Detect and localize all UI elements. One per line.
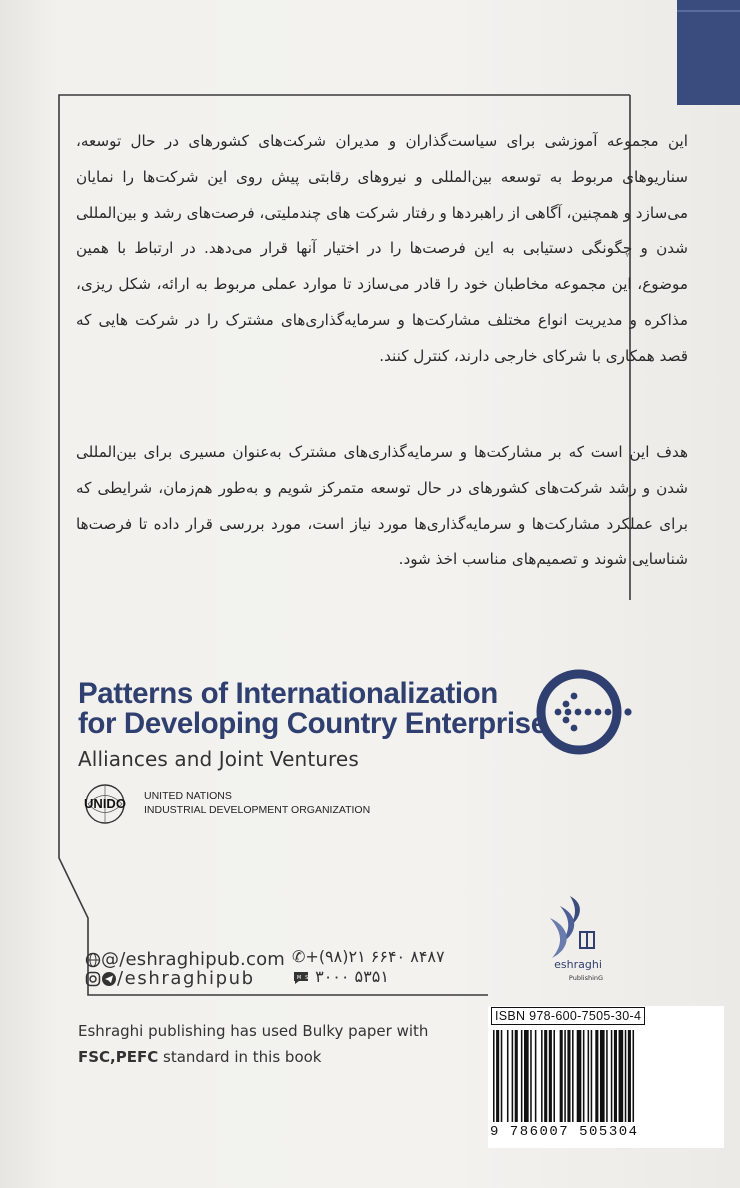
barcode-bar xyxy=(501,1030,503,1122)
phone-number xyxy=(292,947,445,966)
unido-name xyxy=(144,789,370,817)
isbn-label: ISBN 978-600-7505-30-4 xyxy=(491,1007,645,1025)
barcode-bar xyxy=(567,1030,570,1122)
barcode-bar xyxy=(560,1030,563,1122)
paper-note xyxy=(78,1018,428,1070)
book-title xyxy=(78,679,547,739)
barcode-bar xyxy=(507,1030,509,1122)
barcode-bar xyxy=(493,1030,495,1122)
barcode-bar xyxy=(619,1030,624,1122)
paper-note-line-1: Eshraghi publishing has used Bulky paper with xyxy=(78,1022,429,1040)
barcode-bar xyxy=(606,1030,608,1122)
barcode-bar xyxy=(524,1030,529,1122)
barcode-bar xyxy=(572,1030,574,1122)
barcode-bar xyxy=(521,1030,523,1122)
sms-number xyxy=(289,967,389,986)
instagram-icon xyxy=(85,971,101,987)
website-text: /eshraghipub.com xyxy=(119,949,286,970)
barcode-bar xyxy=(549,1030,552,1122)
barcode-bars xyxy=(489,1028,723,1124)
unido-line-2: INDUSTRIAL DEVELOPMENT ORGANIZATION xyxy=(144,804,371,816)
series-arrow-logo-icon xyxy=(535,666,635,758)
barcode-bar xyxy=(496,1030,499,1122)
unido-line-1: UNITED NATIONS xyxy=(144,790,232,802)
barcode-bar xyxy=(591,1030,593,1122)
barcode-bar xyxy=(628,1030,631,1122)
barcode-bar xyxy=(544,1030,547,1122)
barcode-bar xyxy=(577,1030,582,1122)
at-icon: @ xyxy=(101,949,120,970)
sms-label: SMS xyxy=(289,974,313,981)
globe-icon xyxy=(85,952,101,968)
unido-logo-icon xyxy=(78,783,132,825)
barcode-bar xyxy=(633,1030,635,1122)
paper-note-line-2 xyxy=(78,1044,428,1070)
unido-logo-text: UNIDO xyxy=(84,796,126,811)
barcode-bar xyxy=(588,1030,590,1122)
barcode-bar xyxy=(611,1030,613,1122)
publisher-logo-name: eshraghi xyxy=(554,958,602,971)
phone-text: +(۹۸)۲۱ ۶۶۴۰ ۸۴۸۷ xyxy=(305,947,445,966)
barcode-bar xyxy=(515,1030,518,1122)
barcode-bar xyxy=(614,1030,617,1122)
barcode-bar xyxy=(541,1030,543,1122)
barcode-bar xyxy=(625,1030,627,1122)
sms-text: ۳۰۰۰ ۵۳۵۱ xyxy=(315,967,389,986)
telegram-icon xyxy=(101,971,117,987)
phone-icon: ✆ xyxy=(292,947,306,966)
website-link[interactable] xyxy=(85,949,285,970)
barcode-bar xyxy=(595,1030,598,1122)
book-title-line-1: Patterns of Internationalization xyxy=(78,677,498,710)
persian-paragraph-1: این مجموعه آموزشی برای سیاست‌گذاران و مدیران شرکت‌های کشورهای در حال توسعه، سناریوهای مربوط به توسعه بین‌المللی و نیروهای رقابتی پیش روی این شرکت‌ها را نمایان می‌سازد و همچنین، آگاهی از راهبردها و رفتار شرکت های چندملیتی، فرصت‌های رشد و بین‌المللی شدن و چگونگی دستیابی به این فرصت‌ها را در اختیار آنها قرار می‌دهد. در ارتباط با همین موضوع، این مجموعه مخاطبان خود را قادر می‌سازد تا موارد عملی مربوط به ارائه، شکل ریزی، مذاکره و مدیریت انواع مختلف مشارکت‌ها و سرمایه‌گذاری‌های مشترک را در شرکت هایی که قصد همکاری با شرکای خارجی دارند، کنترل کنند. xyxy=(76,132,688,365)
book-subtitle: Alliances and Joint Ventures xyxy=(78,747,359,771)
social-link[interactable] xyxy=(85,968,255,989)
barcode-bar xyxy=(564,1030,566,1122)
persian-paragraph-2: هدف این است که بر مشارکت‌ها و سرمایه‌گذاری‌های مشترک به‌عنوان مسیری برای بین‌المللی شدن و رشد شرکت‌های کشورهای در حال توسعه متمرکز شویم و به‌طور هم‌زمان، شرایطی که برای عملکرد مشارکت‌ها و سرمایه‌گذاری‌ها مورد نیاز است، مورد بررسی قرار داده تا فرصت‌ها شناسایی شوند و تصمیم‌های مناسب اخذ شود. xyxy=(76,443,688,569)
barcode-bar xyxy=(530,1030,532,1122)
publisher-logo-tag: PublishinG xyxy=(568,974,604,982)
barcode-bar xyxy=(600,1030,605,1122)
book-title-line-2: for Developing Country Enterprise xyxy=(78,707,547,740)
social-text: /eshraghipub xyxy=(117,968,255,989)
eshraghi-publisher-logo-icon xyxy=(530,888,620,984)
barcode-digits: 9 786007 505304 xyxy=(490,1124,639,1140)
barcode-bar xyxy=(553,1030,555,1122)
barcode-bar xyxy=(512,1030,514,1122)
barcode-bar xyxy=(535,1030,537,1122)
sms-bubble-icon xyxy=(289,970,313,986)
paper-standard: FSC,PEFC xyxy=(78,1048,159,1066)
barcode-bar xyxy=(583,1030,585,1122)
paper-note-line-2-rest: standard in this book xyxy=(158,1048,322,1066)
